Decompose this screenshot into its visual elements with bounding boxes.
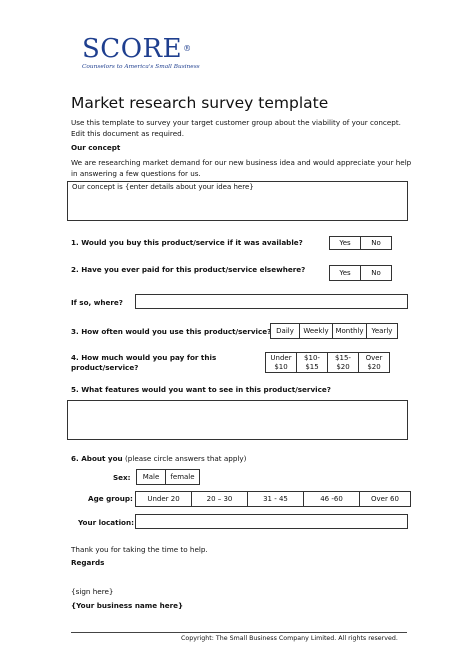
question-6-title: 6. About you	[71, 454, 123, 463]
age-option-20-30[interactable]: 20 – 30	[192, 492, 248, 507]
registered-mark: ®	[183, 44, 192, 53]
concept-description: We are researching market demand for our new business idea and would appreciate your help in answering a few questions for us.	[71, 158, 412, 178]
q2-option-yes[interactable]: Yes	[330, 266, 361, 281]
where-input[interactable]	[135, 294, 408, 309]
q3-option-yearly[interactable]: Yearly	[367, 324, 398, 339]
where-label: If so, where?	[71, 298, 123, 307]
age-option-under-20[interactable]: Under 20	[136, 492, 192, 507]
intro-text: Use this template to survey your target customer group about the viability of your concept. Edit this document as required.	[71, 118, 401, 138]
q3-option-daily[interactable]: Daily	[271, 324, 300, 339]
age-option-31-45[interactable]: 31 - 45	[248, 492, 304, 507]
question-4	[71, 353, 216, 373]
age-group-options	[135, 491, 411, 507]
q4-option-15-20[interactable]: $15- $20	[328, 353, 359, 373]
location-label: Your location:	[78, 518, 134, 527]
question-2: 2. Have you ever paid for this product/service elsewhere?	[71, 265, 306, 274]
page-title: Market research survey template	[71, 94, 329, 112]
copyright-footer: Copyright: The Small Business Company Limited. All rights reserved.	[181, 635, 398, 642]
business-name-placeholder: {Your business name here}	[71, 601, 184, 610]
question-4-line-2: product/service?	[71, 363, 139, 372]
sex-label: Sex:	[113, 473, 131, 482]
q3-option-monthly[interactable]: Monthly	[333, 324, 367, 339]
sign-placeholder: {sign here}	[71, 587, 114, 596]
q2-option-no[interactable]: No	[361, 266, 392, 281]
sex-options	[136, 469, 200, 485]
q3-options	[270, 323, 398, 339]
logo-wordmark: SCORE	[82, 34, 183, 64]
concept-input-box[interactable]	[67, 181, 408, 221]
q1-option-yes[interactable]: Yes	[330, 237, 361, 250]
sex-option-male[interactable]: Male	[137, 470, 166, 485]
thanks-text: Thank you for taking the time to help.	[71, 545, 208, 554]
question-4-line-1: 4. How much would you pay for this	[71, 353, 217, 362]
regards-text: Regards	[71, 558, 105, 567]
question-6	[71, 453, 246, 464]
logo-tagline: Counselors to America's Small Business	[82, 64, 200, 70]
question-1: 1. Would you buy this product/service if it was available?	[71, 238, 303, 247]
q4-option-over-20[interactable]: Over $20	[359, 353, 390, 373]
features-input-box[interactable]	[67, 400, 408, 440]
concept-placeholder: Our concept is {enter details about your idea here}	[72, 183, 254, 191]
location-input[interactable]	[135, 514, 408, 529]
score-logo	[82, 36, 200, 70]
sex-option-female[interactable]: female	[166, 470, 200, 485]
q3-option-weekly[interactable]: Weekly	[300, 324, 333, 339]
footer-divider	[71, 632, 407, 633]
q4-option-10-15[interactable]: $10- $15	[297, 353, 328, 373]
q4-option-under-10[interactable]: Under $10	[266, 353, 297, 373]
age-group-label: Age group:	[88, 494, 133, 503]
q4-options	[265, 352, 390, 373]
q2-options	[329, 265, 392, 281]
age-option-46-60[interactable]: 46 -60	[304, 492, 360, 507]
q1-option-no[interactable]: No	[361, 237, 392, 250]
q1-options	[329, 236, 392, 250]
question-5: 5. What features would you want to see in this product/service?	[71, 385, 331, 394]
question-3: 3. How often would you use this product/service?	[71, 327, 272, 336]
question-6-note: (please circle answers that apply)	[122, 454, 247, 463]
age-option-over-60[interactable]: Over 60	[360, 492, 411, 507]
concept-heading: Our concept	[71, 143, 121, 152]
